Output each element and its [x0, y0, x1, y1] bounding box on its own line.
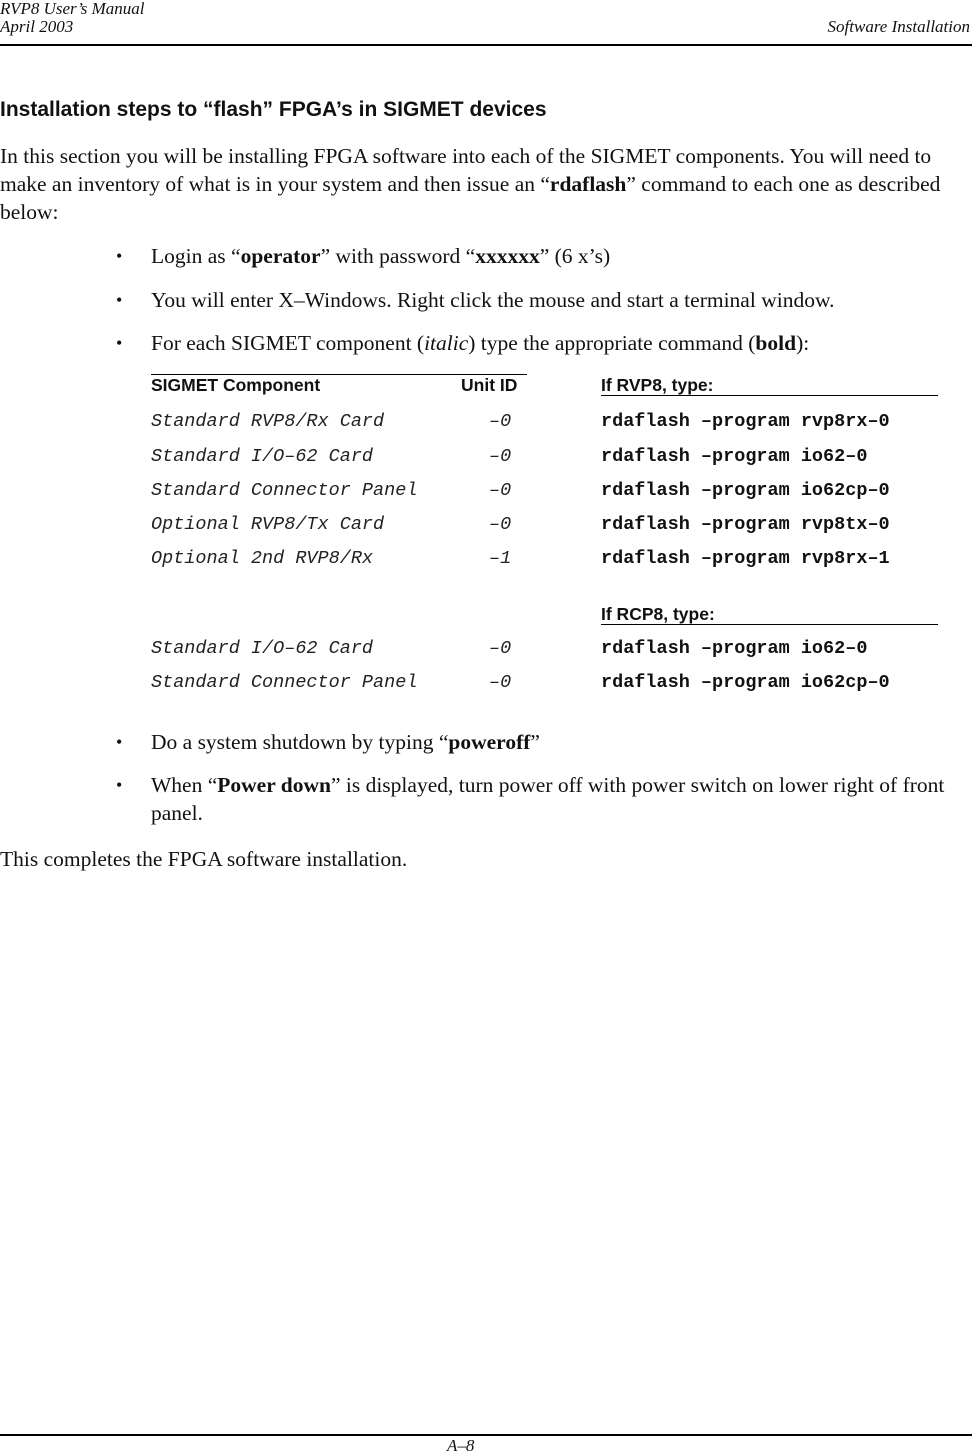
username: operator	[240, 244, 321, 268]
column-header-unit-id: Unit ID	[461, 375, 518, 395]
bullet-text: Login as “operator” with password “xxxxxx” (6 x’s)	[151, 244, 611, 268]
bullet-icon: •	[116, 333, 123, 353]
table-cell-unit: –0	[489, 672, 512, 693]
table-cell-component: Optional RVP8/Tx Card	[151, 514, 385, 535]
table-cell-component: Standard RVP8/Rx Card	[151, 411, 385, 432]
poweroff-command: poweroff	[448, 730, 531, 754]
bullet-icon: •	[116, 775, 123, 795]
column-header-component: SIGMET Component	[151, 375, 321, 395]
password: xxxxxx	[475, 244, 540, 268]
page-number: A–8	[447, 1436, 475, 1455]
table-cell-command: rdaflash –program rvp8tx–0	[601, 514, 890, 535]
intro-text-2: ” command to each one as described below:	[0, 172, 941, 224]
intro-paragraph	[0, 142, 972, 226]
table-cell-component: Standard Connector Panel	[151, 672, 418, 693]
table-cell-command: rdaflash –program io62cp–0	[601, 672, 890, 693]
footer-rule	[0, 1434, 972, 1436]
column-header-rcp8: If RCP8, type:	[601, 604, 938, 625]
table-cell-component: Standard I/O–62 Card	[151, 446, 374, 467]
column-header-rvp8: If RVP8, type:	[601, 375, 938, 396]
table-cell-unit: –0	[489, 514, 512, 535]
table-cell-command: rdaflash –program rvp8rx–1	[601, 548, 890, 569]
bullet-text: When “Power down” is displayed, turn power off with power switch on lower right of front panel.	[151, 773, 945, 825]
header-row-underline	[151, 374, 527, 375]
table-cell-unit: –0	[489, 638, 512, 659]
table-cell-unit: –0	[489, 411, 512, 432]
section-title: Installation steps to “flash” FPGA’s in SIGMET devices	[0, 98, 547, 121]
table-cell-command: rdaflash –program io62–0	[601, 446, 868, 467]
table-cell-component: Optional 2nd RVP8/Rx	[151, 548, 374, 569]
table-cell-component: Standard Connector Panel	[151, 480, 418, 501]
page-header	[0, 0, 972, 46]
bullet-icon: •	[116, 246, 123, 266]
table-cell-unit: –1	[489, 548, 512, 569]
bullet-text: For each SIGMET component (italic) type the appropriate command (bold):	[151, 331, 810, 355]
table-cell-unit: –0	[489, 480, 512, 501]
section-name: Software Installation	[827, 17, 970, 36]
intro-text-1: In this section you will be installing FPGA software into each of the SIGMET components. You will need to make an inventory of what is in your system and then issue an “	[0, 144, 932, 196]
bullet-icon: •	[116, 290, 123, 310]
table-cell-command: rdaflash –program rvp8rx–0	[601, 411, 890, 432]
table-cell-component: Standard I/O–62 Card	[151, 638, 374, 659]
table-cell-command: rdaflash –program io62–0	[601, 638, 868, 659]
bullet-icon: •	[116, 732, 123, 752]
publication-date: April 2003	[0, 17, 74, 36]
closing-paragraph: This completes the FPGA software installation.	[0, 847, 408, 871]
manual-title: RVP8 User’s Manual	[0, 0, 145, 18]
intro-command: rdaflash	[549, 172, 627, 196]
table-cell-unit: –0	[489, 446, 512, 467]
table-cell-command: rdaflash –program io62cp–0	[601, 480, 890, 501]
bullet-text: You will enter X–Windows. Right click the mouse and start a terminal window.	[151, 288, 835, 312]
bullet-text: Do a system shutdown by typing “poweroff”	[151, 730, 540, 754]
header-left	[0, 0, 145, 36]
power-down-message: Power down	[217, 773, 331, 797]
